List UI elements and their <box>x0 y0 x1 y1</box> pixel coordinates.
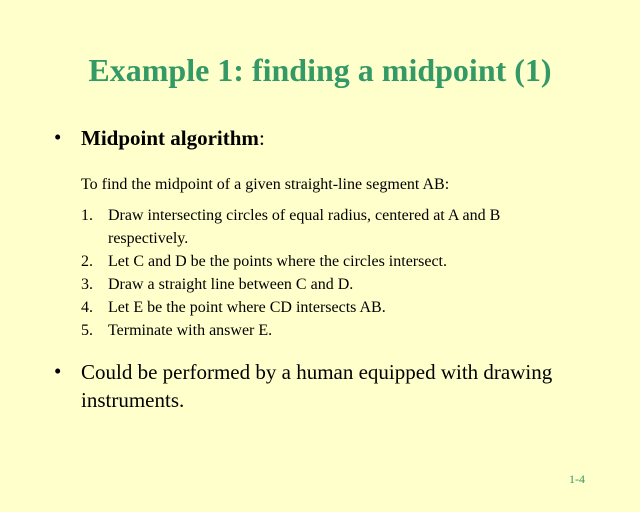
step-text: Terminate with answer E. <box>108 322 273 339</box>
bullet-human-performable: Could be performed by a human equipped with drawing instruments. <box>81 360 553 412</box>
step-text: Draw a straight line between C and D. <box>108 276 354 293</box>
step-number: 3. <box>81 276 93 293</box>
step-number: 2. <box>81 253 93 270</box>
bullet-heading-suffix: : <box>258 126 265 150</box>
algorithm-step <box>81 204 571 250</box>
algorithm-step <box>81 250 571 273</box>
bullet-marker: • <box>54 359 62 383</box>
step-text: Let C and D be the points where the circles intersect. <box>108 253 447 270</box>
algorithm-step <box>81 296 571 319</box>
bullet-midpoint-algorithm <box>81 124 601 152</box>
step-number: 5. <box>81 322 93 339</box>
algorithm-step <box>81 319 571 342</box>
algorithm-step <box>81 273 571 296</box>
page-number: 1-4 <box>569 472 585 486</box>
step-number: 1. <box>81 207 93 224</box>
bullet-heading: Midpoint algorithm <box>81 126 259 150</box>
step-number: 4. <box>81 299 93 316</box>
slide-title: Example 1: finding a midpoint (1) <box>88 52 552 88</box>
algorithm-intro: To find the midpoint of a given straight-line segment AB: <box>81 176 450 193</box>
bullet-marker: • <box>54 125 62 149</box>
algorithm-steps <box>81 204 571 342</box>
step-text: Let E be the point where CD intersects AB. <box>108 299 386 316</box>
step-text: Draw intersecting circles of equal radius, centered at A and B respectively. <box>108 207 501 247</box>
